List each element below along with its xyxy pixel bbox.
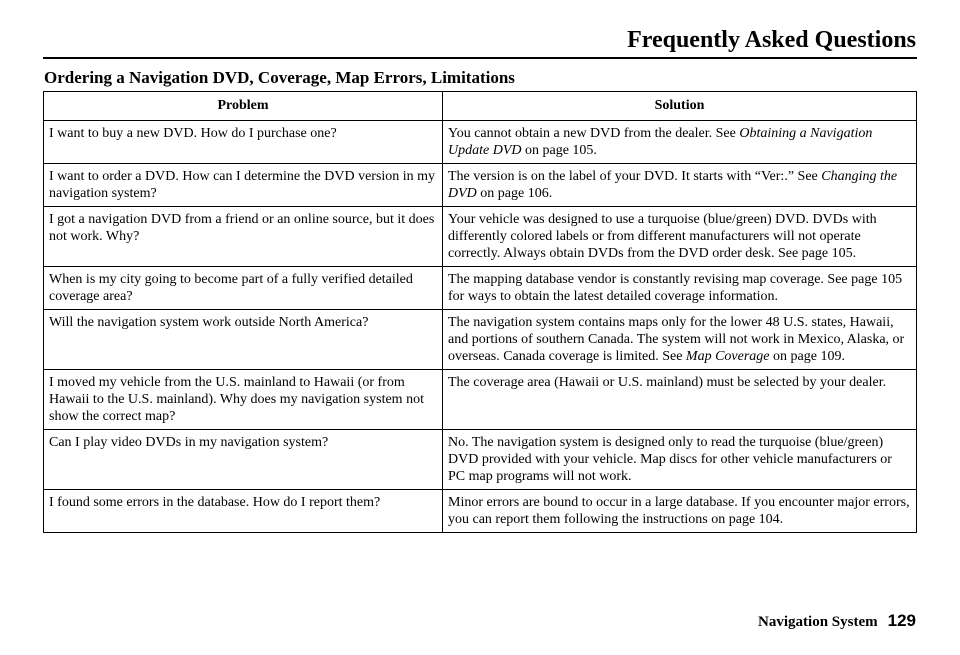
page-number: 129 bbox=[887, 611, 916, 630]
solution-text: The mapping database vendor is constantly revising map coverage. See page 105 for ways to obtain the latest detailed coverage information. bbox=[448, 272, 903, 304]
section-heading: Ordering a Navigation DVD, Coverage, Map Errors, Limitations bbox=[44, 68, 515, 87]
problem-cell: I want to buy a new DVD. How do I purchase one? bbox=[44, 121, 443, 164]
cross-reference-title: Map Coverage bbox=[685, 349, 770, 364]
problem-cell: I got a navigation DVD from a friend or an online source, but it does not work. Why? bbox=[44, 207, 443, 267]
solution-text: Minor errors are bound to occur in a large database. If you encounter major errors, you can report them following the instructions on page 104. bbox=[448, 495, 910, 527]
table-header-row bbox=[44, 92, 917, 121]
solution-cell bbox=[443, 164, 917, 207]
solution-cell bbox=[443, 207, 917, 267]
solution-text: The navigation system contains maps only for the lower 48 U.S. states, Hawaii, and portions of southern Canada. The system will not work in Mexico, Alaska, or overseas. Canada coverage is limited. See bbox=[448, 315, 905, 364]
faq-table-body bbox=[44, 121, 917, 533]
table-row bbox=[44, 267, 917, 310]
problem-cell: Can I play video DVDs in my navigation system? bbox=[44, 430, 443, 490]
table-row bbox=[44, 121, 917, 164]
solution-text: The version is on the label of your DVD. It starts with “Ver:.” See bbox=[448, 169, 822, 184]
solution-text: on page 105. bbox=[521, 143, 597, 158]
solution-cell bbox=[443, 490, 917, 533]
faq-table bbox=[43, 91, 917, 533]
title-divider bbox=[43, 57, 917, 59]
cross-reference-title: Obtaining a Navigation Update DVD bbox=[448, 126, 873, 158]
table-row bbox=[44, 207, 917, 267]
column-header-solution: Solution bbox=[443, 92, 917, 121]
solution-cell bbox=[443, 267, 917, 310]
solution-text: Your vehicle was designed to use a turquoise (blue/green) DVD. DVDs with differently colored labels or from different manufacturers will not operate correctly. Always obtain DVDs from the DVD order desk. See page 105. bbox=[448, 212, 877, 261]
solution-cell bbox=[443, 370, 917, 430]
solution-text: on page 106. bbox=[476, 186, 553, 201]
problem-cell: I want to order a DVD. How can I determine the DVD version in my navigation system? bbox=[44, 164, 443, 207]
page-footer bbox=[758, 611, 916, 631]
problem-cell: Will the navigation system work outside North America? bbox=[44, 310, 443, 370]
table-row bbox=[44, 164, 917, 207]
page-title: Frequently Asked Questions bbox=[627, 27, 916, 53]
problem-cell: I moved my vehicle from the U.S. mainland to Hawaii (or from Hawaii to the U.S. mainland). Why does my navigation system not show the correct map? bbox=[44, 370, 443, 430]
solution-text: You cannot obtain a new DVD from the dealer. See bbox=[448, 126, 740, 141]
footer-section-name: Navigation System bbox=[758, 614, 878, 630]
solution-cell bbox=[443, 430, 917, 490]
table-row bbox=[44, 370, 917, 430]
solution-cell bbox=[443, 121, 917, 164]
table-row bbox=[44, 430, 917, 490]
solution-text: No. The navigation system is designed only to read the turquoise (blue/green) DVD provided with your vehicle. Map discs for other vehicle manufacturers or PC map programs will not work. bbox=[448, 435, 892, 484]
solution-cell bbox=[443, 310, 917, 370]
solution-text: on page 109. bbox=[769, 349, 845, 364]
problem-cell: I found some errors in the database. How do I report them? bbox=[44, 490, 443, 533]
cross-reference-title: Changing the DVD bbox=[448, 169, 898, 201]
column-header-problem: Problem bbox=[44, 92, 443, 121]
problem-cell: When is my city going to become part of a fully verified detailed coverage area? bbox=[44, 267, 443, 310]
table-row bbox=[44, 310, 917, 370]
table-row bbox=[44, 490, 917, 533]
solution-text: The coverage area (Hawaii or U.S. mainland) must be selected by your dealer. bbox=[448, 375, 887, 390]
